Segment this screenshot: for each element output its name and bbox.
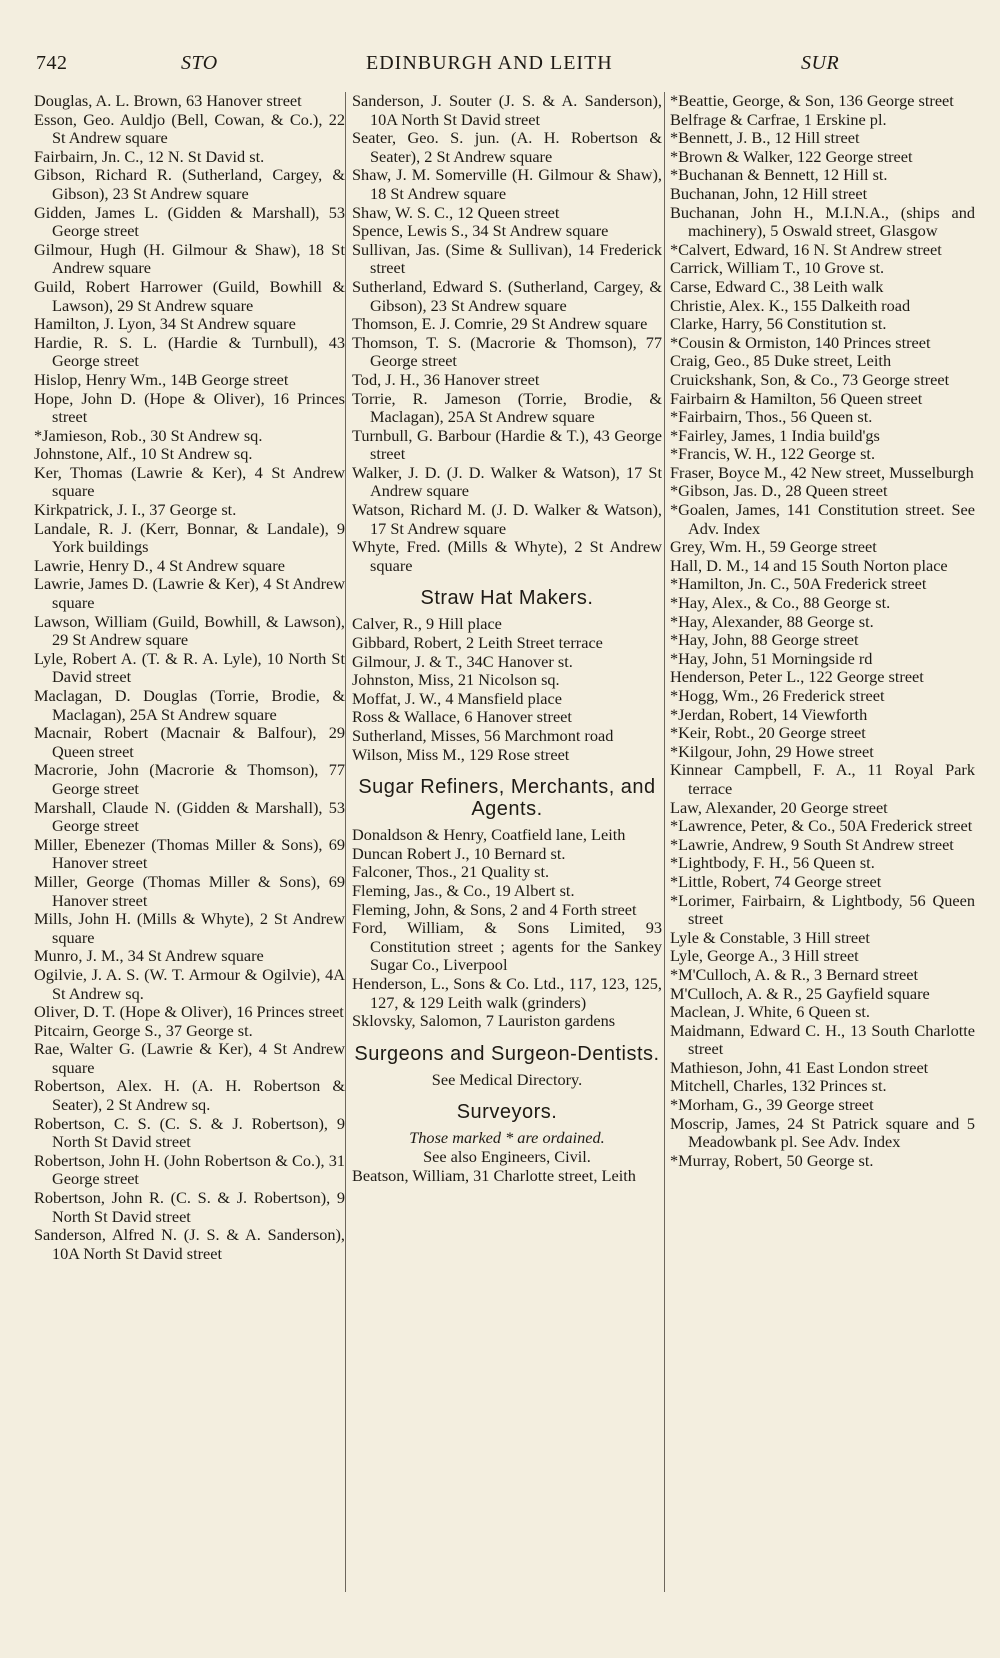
directory-entry: Thomson, E. J. Comrie, 29 St Andrew square xyxy=(352,314,648,334)
directory-entry: *Fairbairn, Thos., 56 Queen st. xyxy=(670,407,873,427)
directory-entry: Fleming, John, & Sons, 2 and 4 Forth street xyxy=(352,899,637,919)
directory-entry: Grey, Wm. H., 59 George street xyxy=(670,537,877,557)
column-3 xyxy=(670,92,975,1170)
directory-entry: *Fairley, James, 1 India build'gs xyxy=(670,425,880,445)
directory-entry: Law, Alexander, 20 George street xyxy=(670,797,888,817)
directory-entry: Johnstone, Alf., 10 St Andrew sq. xyxy=(34,444,253,464)
directory-entry: Sklovsky, Salomon, 7 Lauriston gardens xyxy=(352,1011,616,1031)
directory-entry: Rae, Walter G. (Lawrie & Ker), 4 St Andrew square xyxy=(34,1039,345,1077)
directory-entry: Macrorie, John (Macrorie & Thomson), 77 George street xyxy=(34,760,345,798)
directory-entry: Sanderson, Alfred N. (J. S. & A. Sanderson), 10A North St David street xyxy=(34,1225,345,1263)
directory-entry: Hislop, Henry Wm., 14B George street xyxy=(34,369,289,389)
directory-entry: Seater, Geo. S. jun. (A. H. Robertson & Seater), 2 St Andrew square xyxy=(352,128,662,166)
section-heading: Sugar Refiners, Merchants, and Agents. xyxy=(358,776,656,821)
directory-entry: *Bennett, J. B., 12 Hill street xyxy=(670,128,860,148)
directory-entry: Lawrie, Henry D., 4 St Andrew square xyxy=(34,555,285,575)
directory-entry: Mathieson, John, 41 East London street xyxy=(670,1057,929,1077)
directory-entry: Maclean, J. White, 6 Queen st. xyxy=(670,1002,870,1022)
section-note: See also Engineers, Civil. xyxy=(423,1146,591,1166)
directory-entry: Robertson, John H. (John Robertson & Co.), 31 George street xyxy=(34,1150,345,1189)
directory-entry: Robertson, John R. (C. S. & J. Robertson), 9 North St David street xyxy=(34,1188,345,1226)
directory-entry: Whyte, Fred. (Mills & Whyte), 2 St Andrew square xyxy=(352,537,662,575)
directory-entry: *Murray, Robert, 50 George st. xyxy=(670,1150,874,1170)
directory-entry: *Jamieson, Rob., 30 St Andrew sq. xyxy=(34,425,263,445)
directory-entry: *Lightbody, F. H., 56 Queen st. xyxy=(670,853,875,873)
directory-entry: Sanderson, J. Souter (J. S. & A. Sanderson), 10A North St David street xyxy=(352,91,662,129)
directory-entry: Buchanan, John H., M.I.N.A., (ships and machinery), 5 Oswald street, Glasgow xyxy=(670,202,975,241)
directory-entry: Ker, Thomas (Lawrie & Ker), 4 St Andrew square xyxy=(34,462,345,501)
directory-entry: Fleming, Jas., & Co., 19 Albert st. xyxy=(352,880,575,900)
directory-entry: Ford, William, & Sons Limited, 93 Constitution street ; agents for the Sankey Sugar Co., Liverpool xyxy=(352,918,662,975)
directory-entry: Miller, George (Thomas Miller & Sons), 69 Hanover street xyxy=(34,871,345,910)
directory-entry: *Lawrence, Peter, & Co., 50A Frederick street xyxy=(670,816,973,836)
directory-entry: Sullivan, Jas. (Sime & Sullivan), 14 Frederick street xyxy=(352,239,662,278)
page-number: 742 xyxy=(36,52,68,74)
directory-entry: Buchanan, John, 12 Hill street xyxy=(670,183,868,203)
directory-entry: Lawrie, James D. (Lawrie & Ker), 4 St Andrew square xyxy=(34,574,345,613)
directory-entry: Kinnear Campbell, F. A., 11 Royal Park terrace xyxy=(670,760,975,798)
header-title: EDINBURGH AND LEITH xyxy=(366,52,613,74)
column-1 xyxy=(34,92,345,1263)
directory-entry: Sutherland, Misses, 56 Marchmont road xyxy=(352,726,614,745)
column-2 xyxy=(352,92,662,1185)
directory-entry: Falconer, Thos., 21 Quality st. xyxy=(352,862,550,882)
directory-entry: Fairbairn, Jn. C., 12 N. St David st. xyxy=(34,146,265,166)
directory-entry: Gilmour, J. & T., 34C Hanover st. xyxy=(352,651,573,671)
directory-entry: Hardie, R. S. L. (Hardie & Turnbull), 43 George street xyxy=(34,332,345,371)
header-right-guide-word: SUR xyxy=(801,52,840,74)
directory-entry: Moscrip, James, 24 St Patrick square and 5 Meadowbank pl. See Adv. Index xyxy=(670,1113,975,1152)
directory-entry: Ross & Wallace, 6 Hanover street xyxy=(352,707,572,727)
directory-entry: *Beattie, George, & Son, 136 George street xyxy=(670,91,954,110)
directory-entry: Shaw, J. M. Somerville (H. Gilmour & Shaw), 18 St Andrew square xyxy=(352,165,662,203)
directory-entry: Clarke, Harry, 56 Constitution st. xyxy=(670,314,887,334)
directory-entry: Duncan Robert J., 10 Bernard st. xyxy=(352,843,566,863)
directory-entry: Sutherland, Edward S. (Sutherland, Cargey, & Gibson), 23 St Andrew square xyxy=(352,276,662,315)
directory-entry: Pitcairn, George S., 37 George st. xyxy=(34,1020,253,1040)
directory-entry: Guild, Robert Harrower (Guild, Bowhill & Lawson), 29 St Andrew square xyxy=(34,276,345,315)
directory-entry: Esson, Geo. Auldjo (Bell, Cowan, & Co.), 22 St Andrew square xyxy=(34,109,345,148)
directory-entry: Donaldson & Henry, Coatfield lane, Leith xyxy=(352,825,626,845)
directory-entry: *Jerdan, Robert, 14 Viewforth xyxy=(670,704,868,724)
directory-entry: Spence, Lewis S., 34 St Andrew square xyxy=(352,221,609,241)
directory-entry: Mills, John H. (Mills & Whyte), 2 St Andrew square xyxy=(34,909,345,947)
directory-entry: Walker, J. D. (J. D. Walker & Watson), 17 St Andrew square xyxy=(352,462,662,501)
section-heading: Straw Hat Makers. xyxy=(420,587,594,610)
directory-entry: Gibson, Richard R. (Sutherland, Cargey, & Gibson), 23 St Andrew square xyxy=(34,165,345,203)
directory-entry: Tod, J. H., 36 Hanover street xyxy=(352,369,540,389)
directory-entry: Douglas, A. L. Brown, 63 Hanover street xyxy=(34,91,302,110)
directory-entry: Watson, Richard M. (J. D. Walker & Watson), 17 St Andrew square xyxy=(352,500,662,538)
directory-entry: *Gibson, Jas. D., 28 Queen street xyxy=(670,481,888,501)
directory-entry: Thomson, T. S. (Macrorie & Thomson), 77 George street xyxy=(352,332,662,371)
directory-entry: *Keir, Robt., 20 George street xyxy=(670,723,866,743)
directory-entry: Hamilton, J. Lyon, 34 St Andrew square xyxy=(34,314,296,334)
directory-entry: Carse, Edward C., 38 Leith walk xyxy=(670,276,884,296)
directory-entry: Munro, J. M., 34 St Andrew square xyxy=(34,946,264,966)
directory-entry: *Brown & Walker, 122 George street xyxy=(670,146,913,166)
directory-entry: Belfrage & Carfrae, 1 Erskine pl. xyxy=(670,109,887,129)
directory-entry: *Hay, John, 88 George street xyxy=(670,630,859,650)
directory-entry: Gidden, James L. (Gidden & Marshall), 53 George street xyxy=(34,202,345,241)
section-note: Those marked * are ordained. xyxy=(409,1128,605,1148)
directory-entry: Henderson, Peter L., 122 George street xyxy=(670,667,924,687)
directory-entry: Ogilvie, J. A. S. (W. T. Armour & Ogilvie), 4A St Andrew sq. xyxy=(34,964,345,1003)
directory-entry: *Buchanan & Bennett, 12 Hill st. xyxy=(670,165,888,185)
header-left-guide-word: STO xyxy=(181,52,218,74)
directory-entry: Gibbard, Robert, 2 Leith Street terrace xyxy=(352,633,603,653)
directory-entry: Robertson, C. S. (C. S. & J. Robertson), 9 North St David street xyxy=(34,1113,345,1152)
directory-entry: *Kilgour, John, 29 Howe street xyxy=(670,741,874,761)
directory-entry: *Hay, John, 51 Morningside rd xyxy=(670,648,873,668)
directory-entry: Shaw, W. S. C., 12 Queen street xyxy=(352,202,560,222)
directory-entry: *Cousin & Ormiston, 140 Princes street xyxy=(670,332,931,352)
directory-entry: Gilmour, Hugh (H. Gilmour & Shaw), 18 St Andrew square xyxy=(34,239,345,278)
directory-entry: Fraser, Boyce M., 42 New street, Musselburgh xyxy=(670,462,974,482)
directory-entry: *Little, Robert, 74 George street xyxy=(670,871,882,891)
directory-entry: Wilson, Miss M., 129 Rose street xyxy=(352,744,570,764)
directory-entry: Lyle, George A., 3 Hill street xyxy=(670,946,859,966)
directory-entry: Johnston, Miss, 21 Nicolson sq. xyxy=(352,670,560,690)
directory-entry: Torrie, R. Jameson (Torrie, Brodie, & Maclagan), 25A St Andrew square xyxy=(352,388,662,427)
column-rule xyxy=(345,92,346,1592)
directory-entry: Landale, R. J. (Kerr, Bonnar, & Landale), 9 York buildings xyxy=(34,518,345,557)
directory-entry: *Hay, Alex., & Co., 88 George st. xyxy=(670,593,891,613)
directory-entry: Craig, Geo., 85 Duke street, Leith xyxy=(670,351,892,371)
directory-entry: Christie, Alex. K., 155 Dalkeith road xyxy=(670,295,911,315)
directory-entry: *Goalen, James, 141 Constitution street. See Adv. Index xyxy=(670,500,975,538)
directory-entry: Maidmann, Edward C. H., 13 South Charlotte street xyxy=(670,1020,975,1059)
directory-entry: *M'Culloch, A. & R., 3 Bernard street xyxy=(670,964,919,984)
directory-entry: *Hogg, Wm., 26 Frederick street xyxy=(670,686,885,705)
directory-entry: Hope, John D. (Hope & Oliver), 16 Princes street xyxy=(34,388,345,427)
directory-entry: M'Culloch, A. & R., 25 Gayfield square xyxy=(670,983,930,1003)
directory-entry: Cruickshank, Son, & Co., 73 George street xyxy=(670,369,950,389)
directory-entry: Mitchell, Charles, 132 Princes st. xyxy=(670,1076,887,1096)
directory-entry: Moffat, J. W., 4 Mansfield place xyxy=(352,688,562,708)
directory-entry: *Calvert, Edward, 16 N. St Andrew street xyxy=(670,239,942,259)
directory-entry: Lyle, Robert A. (T. & R. A. Lyle), 10 North St David street xyxy=(34,648,345,687)
directory-entry: Robertson, Alex. H. (A. H. Robertson & Seater), 2 St Andrew sq. xyxy=(34,1076,345,1115)
directory-entry: Fairbairn & Hamilton, 56 Queen street xyxy=(670,388,923,408)
directory-entry: Maclagan, D. Douglas (Torrie, Brodie, & Maclagan), 25A St Andrew square xyxy=(34,686,345,724)
directory-entry: *Lorimer, Fairbairn, & Lightbody, 56 Queen street xyxy=(670,890,975,929)
directory-entry: *Hamilton, Jn. C., 50A Frederick street xyxy=(670,574,927,594)
directory-entry: Lyle & Constable, 3 Hill street xyxy=(670,927,870,947)
page-header xyxy=(36,52,976,80)
directory-entry: *Lawrie, Andrew, 9 South St Andrew street xyxy=(670,834,954,854)
directory-entry: Kirkpatrick, J. I., 37 George st. xyxy=(34,500,237,520)
directory-entry: Lawson, William (Guild, Bowhill, & Lawson), 29 St Andrew square xyxy=(34,611,345,650)
directory-entry: Turnbull, G. Barbour (Hardie & T.), 43 George street xyxy=(352,425,662,464)
column-rule xyxy=(664,92,665,1592)
section-heading: Surveyors. xyxy=(456,1101,558,1124)
directory-entry: Macnair, Robert (Macnair & Balfour), 29 Queen street xyxy=(34,723,345,761)
directory-entry: Oliver, D. T. (Hope & Oliver), 16 Princes street xyxy=(34,1002,344,1022)
directory-entry: Henderson, L., Sons & Co. Ltd., 117, 123, 125, 127, & 129 Leith walk (grinders) xyxy=(352,973,662,1012)
directory-entry: *Francis, W. H., 122 George st. xyxy=(670,444,876,464)
directory-entry: Marshall, Claude N. (Gidden & Marshall), 53 George street xyxy=(34,797,345,836)
directory-entry: *Morham, G., 39 George street xyxy=(670,1095,874,1115)
directory-entry: Calver, R., 9 Hill place xyxy=(352,614,502,634)
directory-entry: Beatson, William, 31 Charlotte street, Leith xyxy=(352,1165,636,1185)
directory-entry: *Hay, Alexander, 88 George st. xyxy=(670,611,874,631)
directory-entry: Carrick, William T., 10 Grove st. xyxy=(670,258,885,278)
section-heading: Surgeons and Surgeon-Dentists. xyxy=(354,1042,660,1065)
directory-entry: Hall, D. M., 14 and 15 South Norton place xyxy=(670,555,948,575)
section-note: See Medical Directory. xyxy=(431,1069,583,1089)
directory-entry: Miller, Ebenezer (Thomas Miller & Sons), 69 Hanover street xyxy=(34,834,345,873)
